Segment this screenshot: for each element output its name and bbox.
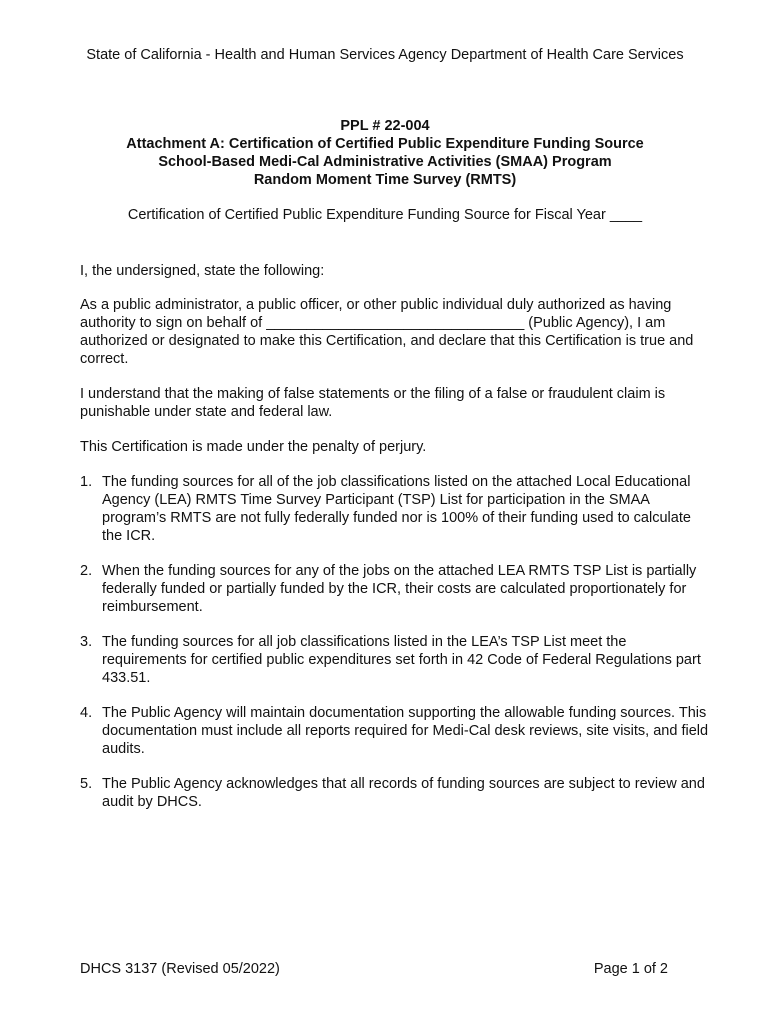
item-text: The funding sources for all job classifications listed in the LEA’s TSP List meet the requirements for certified public expenditures set forth in 42 Code of Federal Regulations part 433.51. (102, 634, 701, 686)
program-title: School-Based Medi-Cal Administrative Activities (SMAA) Program (158, 154, 612, 170)
item-number: 5. (80, 776, 93, 792)
agency-header: State of California - Health and Human Services Agency Department of Health Care Services (86, 47, 684, 63)
form-id: DHCS 3137 (Revised 05/2022) (80, 961, 280, 977)
list-item (80, 704, 710, 758)
authority-paragraph: As a public administrator, a public officer, or other public individual duly authorized as having authority to sign on behalf of ________________________________ (Public Agency), I am authorized or designated to make this Certification, and declare that this Certification is true and correct. (80, 297, 694, 367)
certification-body (80, 262, 710, 828)
attachment-title: Attachment A: Certification of Certified Public Expenditure Funding Source (126, 136, 644, 152)
perjury-paragraph: This Certification is made under the penalty of perjury. (80, 439, 427, 455)
page-number: Page 1 of 2 (593, 961, 668, 977)
item-text: When the funding sources for any of the jobs on the attached LEA RMTS TSP List is partially federally funded or partially funded by the ICR, their costs are calculated proportionately for reimbursement. (102, 563, 697, 615)
item-text: The Public Agency acknowledges that all records of funding sources are subject to review and audit by DHCS. (102, 776, 705, 810)
item-number: 3. (80, 634, 93, 650)
false-statement-paragraph: I understand that the making of false statements or the filing of a false or fraudulent claim is punishable under state and federal law. (80, 386, 666, 420)
item-number: 4. (80, 705, 93, 721)
list-item (80, 633, 710, 687)
intro-statement: I, the undersigned, state the following: (80, 263, 325, 279)
item-text: The funding sources for all of the job classifications listed on the attached Local Educational Agency (LEA) RMTS Time Survey Participant (TSP) List for participation in the SMAA program’s RMTS are not fully federally funded nor is 100% of their funding used to calculate the ICR. (102, 474, 691, 544)
certification-items (80, 473, 710, 811)
ppl-number: PPL # 22-004 (340, 118, 430, 134)
list-item (80, 562, 710, 616)
document-title (0, 117, 770, 189)
list-item (80, 473, 710, 545)
item-number: 1. (80, 474, 93, 490)
item-number: 2. (80, 563, 93, 579)
fiscal-year-line: Certification of Certified Public Expenditure Funding Source for Fiscal Year ____ (127, 207, 643, 223)
list-item (80, 775, 710, 811)
survey-title: Random Moment Time Survey (RMTS) (253, 172, 517, 188)
item-text: The Public Agency will maintain documentation supporting the allowable funding sources. This documentation must include all reports required for Medi-Cal desk reviews, site visits, and field audits. (102, 705, 709, 757)
